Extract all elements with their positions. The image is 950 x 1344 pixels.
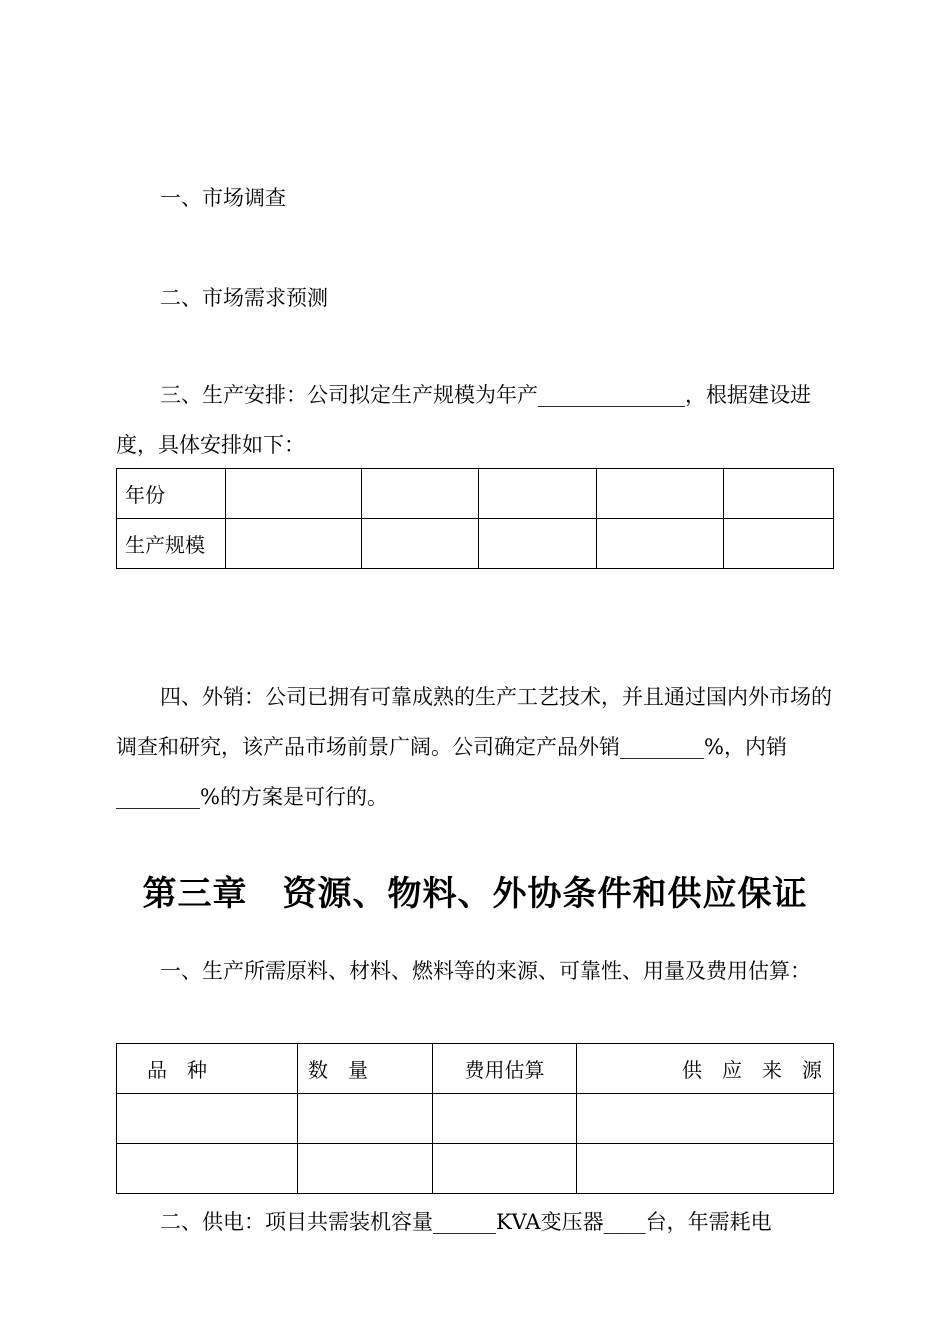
table-cell <box>433 1094 577 1144</box>
table-row <box>117 469 834 519</box>
table-cell <box>298 1094 433 1144</box>
table-cell <box>117 1094 298 1144</box>
table-cell <box>362 469 479 519</box>
header-cost-estimate: 费用估算 <box>433 1044 577 1094</box>
table-cell <box>226 519 362 569</box>
table-cell <box>597 519 724 569</box>
table-cell <box>362 519 479 569</box>
market-survey-item: 一、市场调查 <box>160 186 286 210</box>
production-schedule-table <box>116 468 834 569</box>
power-supply-paragraph: 二、供电：项目共需装机容量______KVA变压器____台，年需耗电 <box>160 1210 772 1234</box>
table-cell <box>724 519 834 569</box>
table-cell <box>298 1144 433 1194</box>
table-row <box>117 519 834 569</box>
header-supply-source: 供 应 来 源 <box>577 1044 834 1094</box>
table-header-row <box>117 1044 834 1094</box>
market-forecast-item: 二、市场需求预测 <box>160 286 328 310</box>
table-cell <box>433 1144 577 1194</box>
row-label-year: 年份 <box>117 469 226 519</box>
table-cell <box>577 1094 834 1144</box>
table-cell <box>724 469 834 519</box>
header-variety: 品 种 <box>117 1044 298 1094</box>
table-cell <box>479 519 597 569</box>
table-row <box>117 1094 834 1144</box>
materials-table <box>116 1043 834 1194</box>
row-label-scale: 生产规模 <box>117 519 226 569</box>
table-cell <box>226 469 362 519</box>
table-cell <box>577 1144 834 1194</box>
production-arrangement-paragraph: 三、生产安排：公司拟定生产规模为年产______________，根据建设进度，具体安排如下： <box>116 383 811 457</box>
table-cell <box>479 469 597 519</box>
header-quantity: 数 量 <box>298 1044 433 1094</box>
export-paragraph: 四、外销：公司已拥有可靠成熟的生产工艺技术，并且通过国内外市场的调查和研究，该产品市场前景广阔。公司确定产品外销________%，内销________%的方案是可行的。 <box>116 685 832 809</box>
table-row <box>117 1144 834 1194</box>
table-cell <box>597 469 724 519</box>
raw-materials-paragraph: 一、生产所需原料、材料、燃料等的来源、可靠性、用量及费用估算： <box>160 959 811 983</box>
chapter-title: 第三章 资源、物料、外协条件和供应保证 <box>142 874 808 914</box>
table-cell <box>117 1144 298 1194</box>
